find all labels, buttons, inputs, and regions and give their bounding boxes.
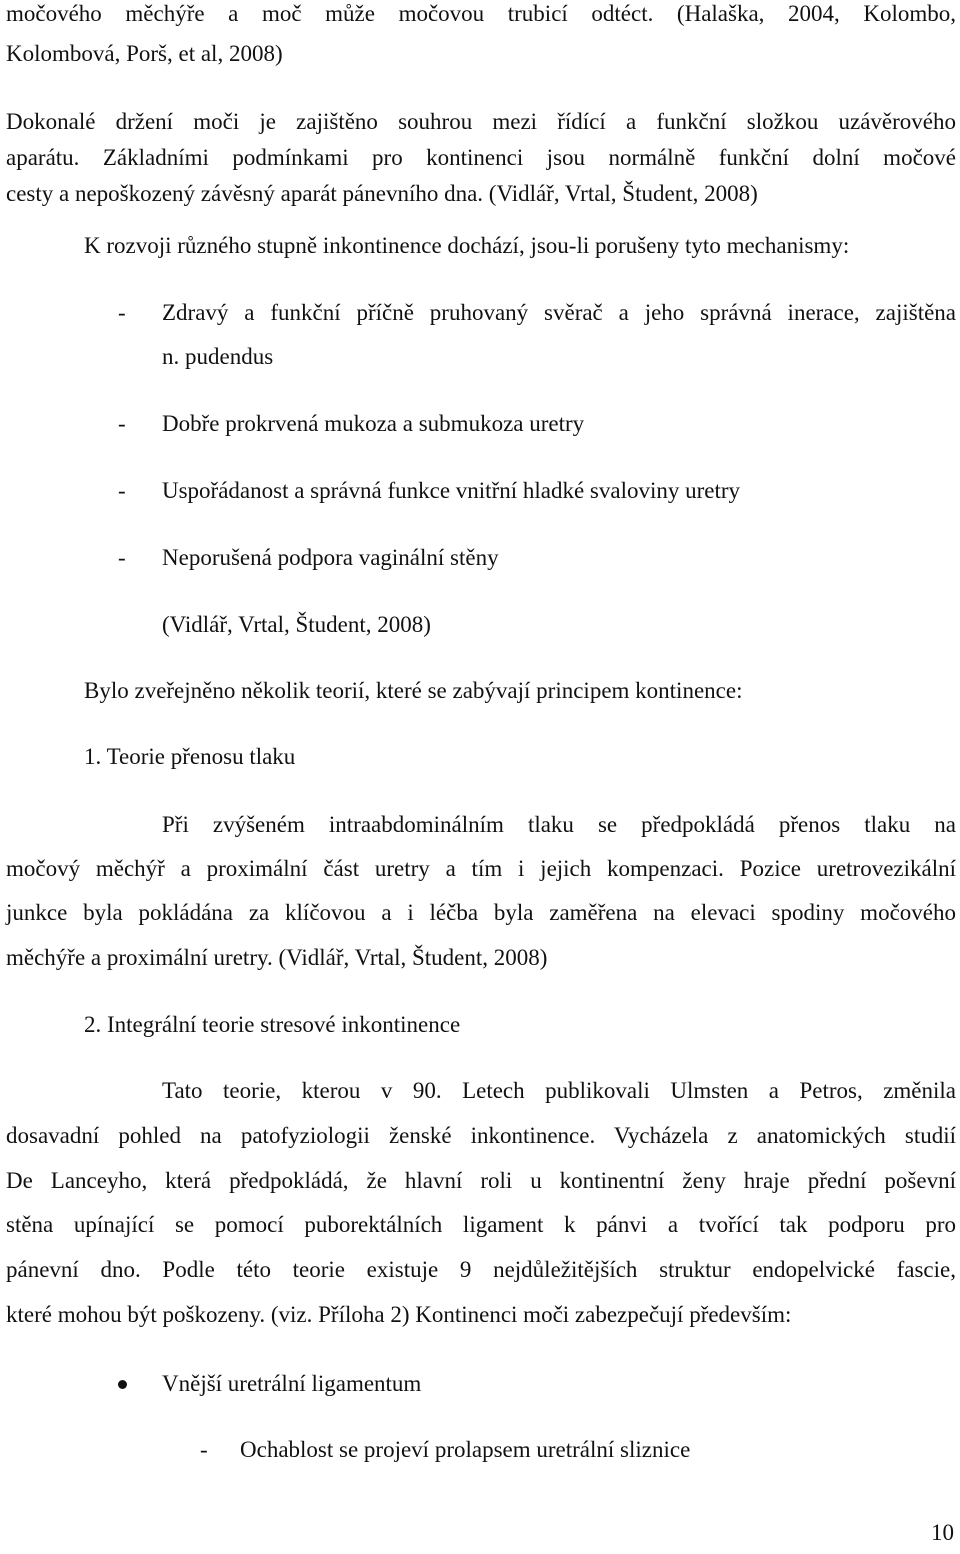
text-line: které mohou být poškozeny. (viz. Příloha 2) Kontinenci moči zabezpečují především: [6, 1302, 792, 1327]
text-line: aparátu. Základními podmínkami pro kontinenci jsou normálně funkční dolní močové [6, 145, 956, 170]
text-line: měchýře a proximální uretry. (Vidlář, Vrtal, Študent, 2008) [6, 945, 548, 970]
section-heading: 1. Teorie přenosu tlaku [84, 744, 296, 769]
list-item: Dobře prokrvená mukoza a submukoza uretry [162, 411, 585, 436]
section-heading: 2. Integrální teorie stresové inkontinence [84, 1012, 461, 1037]
list-dash: - [118, 411, 126, 436]
list-dash: - [200, 1437, 208, 1462]
text-line: močový měchýř a proximální část uretry a tím i jejich kompenzaci. Pozice uretrovezikální [6, 856, 956, 881]
list-item-continuation: n. pudendus [162, 344, 274, 369]
page-number: 10 [931, 1520, 954, 1545]
text-line: močového měchýře a moč může močovou trubicí odtéct. (Halaška, 2004, Kolombo, [6, 1, 956, 26]
text-line: Bylo zveřejněno několik teorií, které se zabývají principem kontinence: [84, 678, 743, 703]
list-item: Uspořádanost a správná funkce vnitřní hladké svaloviny uretry [162, 478, 741, 503]
list-dash: - [118, 478, 126, 503]
list-item: Vnější uretrální ligamentum [162, 1371, 422, 1396]
text-line: dosavadní pohled na patofyziologii ženské inkontinence. Vycházela z anatomických studií [6, 1123, 956, 1148]
list-item: Neporušená podpora vaginální stěny [162, 545, 499, 570]
citation: (Vidlář, Vrtal, Študent, 2008) [162, 612, 431, 637]
list-dash: - [118, 300, 126, 325]
list-item: Zdravý a funkční příčně pruhovaný svěrač a jeho správná inerace, zajištěna [162, 300, 956, 325]
text-line: pánevní dno. Podle této teorie existuje 9 nejdůležitějších struktur endopelvické fascie, [6, 1257, 956, 1282]
text-line: Dokonalé držení moči je zajištěno souhrou mezi řídící a funkční složkou uzávěrového [6, 109, 956, 134]
text-line: K rozvoji různého stupně inkontinence dochází, jsou-li porušeny tyto mechanismy: [84, 233, 850, 258]
text-line: Při zvýšeném intraabdominálním tlaku se předpokládá přenos tlaku na [162, 812, 956, 837]
text-line: cesty a nepoškozený závěsný aparát pánevního dna. (Vidlář, Vrtal, Študent, 2008) [6, 181, 758, 206]
text-line: Tato teorie, kterou v 90. Letech publikovali Ulmsten a Petros, změnila [162, 1078, 956, 1103]
bullet-icon [118, 1380, 127, 1389]
text-line: junkce byla pokládána za klíčovou a i léčba byla zaměřena na elevaci spodiny močového [6, 900, 956, 925]
text-line: stěna upínající se pomocí puborektálních ligament k pánvi a tvořící tak podporu pro [6, 1212, 956, 1237]
list-item: Ochablost se projeví prolapsem uretrální sliznice [240, 1437, 691, 1462]
list-dash: - [118, 545, 126, 570]
text-line: Kolombová, Porš, et al, 2008) [6, 41, 283, 66]
text-line: De Lanceyho, která předpokládá, že hlavní roli u kontinentní ženy hraje přední poševní [6, 1168, 956, 1193]
